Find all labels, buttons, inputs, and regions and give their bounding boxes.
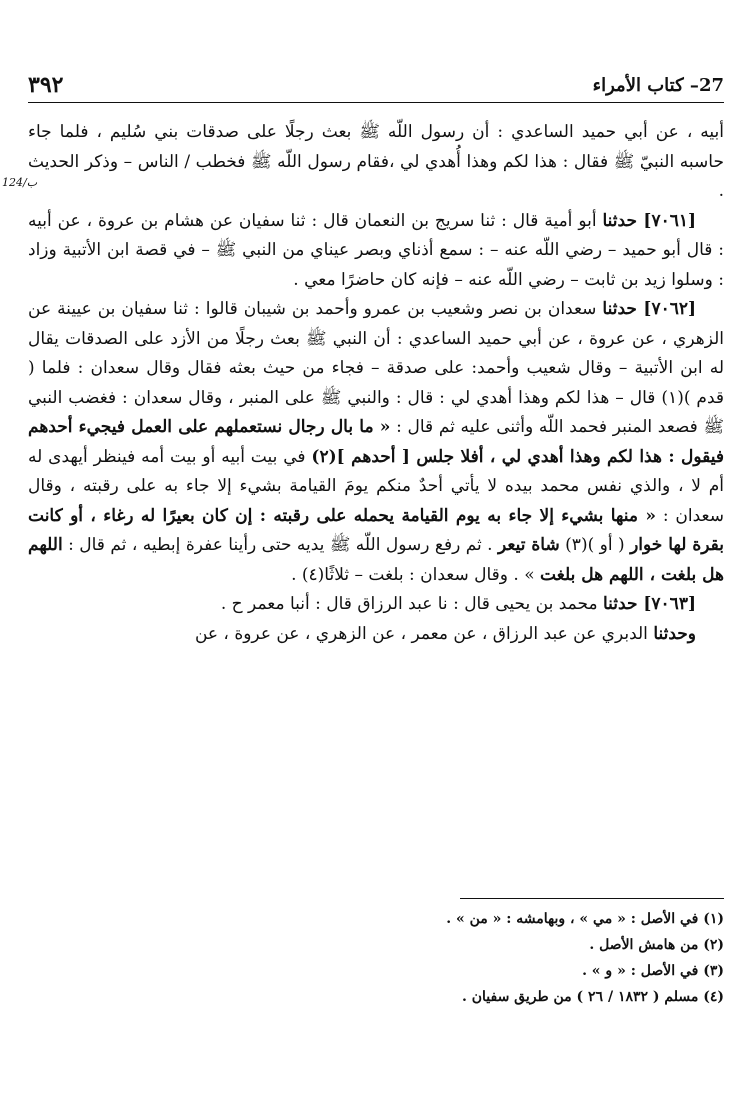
main-text — [28, 118, 724, 649]
margin-folio-note: 124/ب — [2, 176, 38, 189]
text-segment: ( أو )(٣) — [559, 535, 631, 555]
text-segment: في بيت أبيه أو بيت أمه فينظر أيهدى له أم لا ، والذي نفس محمد بيده لا يأتي أحدٌ منكم يومَ القيامة بشيء إلا جاء به على رقبته ، وقال سعدان : — [28, 446, 724, 526]
footnotes — [100, 906, 724, 1010]
text-segment: » . وقال سعدان : بلغت – ثلاثًا(٤) . — [291, 564, 541, 585]
paragraph — [28, 207, 724, 296]
paragraph — [28, 590, 724, 620]
footnote: (١) في الأصل : « مي » ، وبهامشه : « من » . — [446, 911, 724, 927]
bold-text-segment: « ما بال رجال نستعملهم على العمل فيجيء أحدهم فيقول : هذا لكم وهذا أهدي لي ، أفلا جلس [ أحدهم ](٢) — [28, 417, 724, 467]
bold-text-segment: « منها بشيء إلا جاء به يوم القيامة يحمله على رقبته : إن كان بعيرًا له رغاء ، أو كانت بقرة لها خوار — [28, 505, 724, 555]
page-header — [28, 68, 724, 103]
bold-text-segment: اللهم هل بلغت ، اللهم هل بلغت — [28, 535, 724, 585]
footnote-divider — [460, 898, 724, 899]
paragraph — [28, 295, 724, 590]
text-segment: أبو أمية قال : ثنا سريج بن النعمان قال : ثنا سفيان عن هشام بن عروة ، عن أبيه : قال أبو حميد – رضي اللّه عنه – : سمع أذناي وبصر عيناي من النبي ﷺ – في قصة ابن الأتبية وزاد : وسلوا زيد بن ثابت – رضي اللّه عنه – فإنه كان حاضرًا معي . — [28, 210, 724, 290]
bold-text-segment: شاة تيعر — [498, 535, 560, 555]
bold-text-segment: [٧٠٦٢] حدثنا — [602, 299, 697, 319]
paragraph — [28, 118, 724, 207]
footnote: (٤) مسلم ( ١٨٣٢ / ٢٦ ) من طريق سفيان . — [461, 989, 724, 1005]
text-segment: . ثم رفع رسول اللّه ﷺ يديه حتى رأينا عفرة إبطيه ، ثم قال : — [62, 535, 499, 555]
text-segment: محمد بن يحيى قال : نا عبد الرزاق قال : أنبا معمر ح . — [220, 594, 603, 614]
paragraph — [28, 620, 724, 650]
footnote: (٣) في الأصل : « و » . — [582, 963, 724, 979]
text-segment: الدبري عن عبد الرزاق ، عن معمر ، عن الزهري ، عن عروة ، عن — [194, 623, 654, 644]
running-title: 27– كتاب الأمراء — [592, 74, 724, 96]
footnote: (٢) من هامش الأصل . — [589, 937, 724, 953]
text-segment: أبيه ، عن أبي حميد الساعدي : أن رسول اللّه ﷺ بعث رجلًا على صدقات بني سُليم ، فلما جاء حاسبه النبيّ ﷺ فقال : هذا لكم وهذا أُهدي لي ،فقام رسول اللّه ﷺ فخطب / الناس – وذكر الحديث . — [28, 122, 724, 201]
text-segment: سعدان بن نصر وشعيب بن عمرو وأحمد بن شيبان قالوا : ثنا سفيان بن عيينة عن الزهري ، عن عروة ، عن أبي حميد الساعدي : أن النبي ﷺ بعث رجلًا من الأزد على الصدقات يقال له ابن الأتبية – وقال شعيب وأحمد: على صدقة – فجاء من حيث بعثه فقال وقال سعدان : فلما ( قدم )(١) قال – هذا لكم وهذا أهدي لي : قال : والنبي ﷺ على المنبر ، وقال سعدان : فغضب النبي ﷺ فصعد المنبر فحمد اللّه وأثنى عليه ثم قال : — [28, 299, 724, 437]
bold-text-segment: [٧٠٦٣] حدثنا — [602, 594, 696, 614]
bold-text-segment: [٧٠٦١] حدثنا — [602, 210, 697, 231]
page-number: ٣٩٢ — [28, 72, 64, 98]
bold-text-segment: وحدثنا — [653, 623, 696, 644]
